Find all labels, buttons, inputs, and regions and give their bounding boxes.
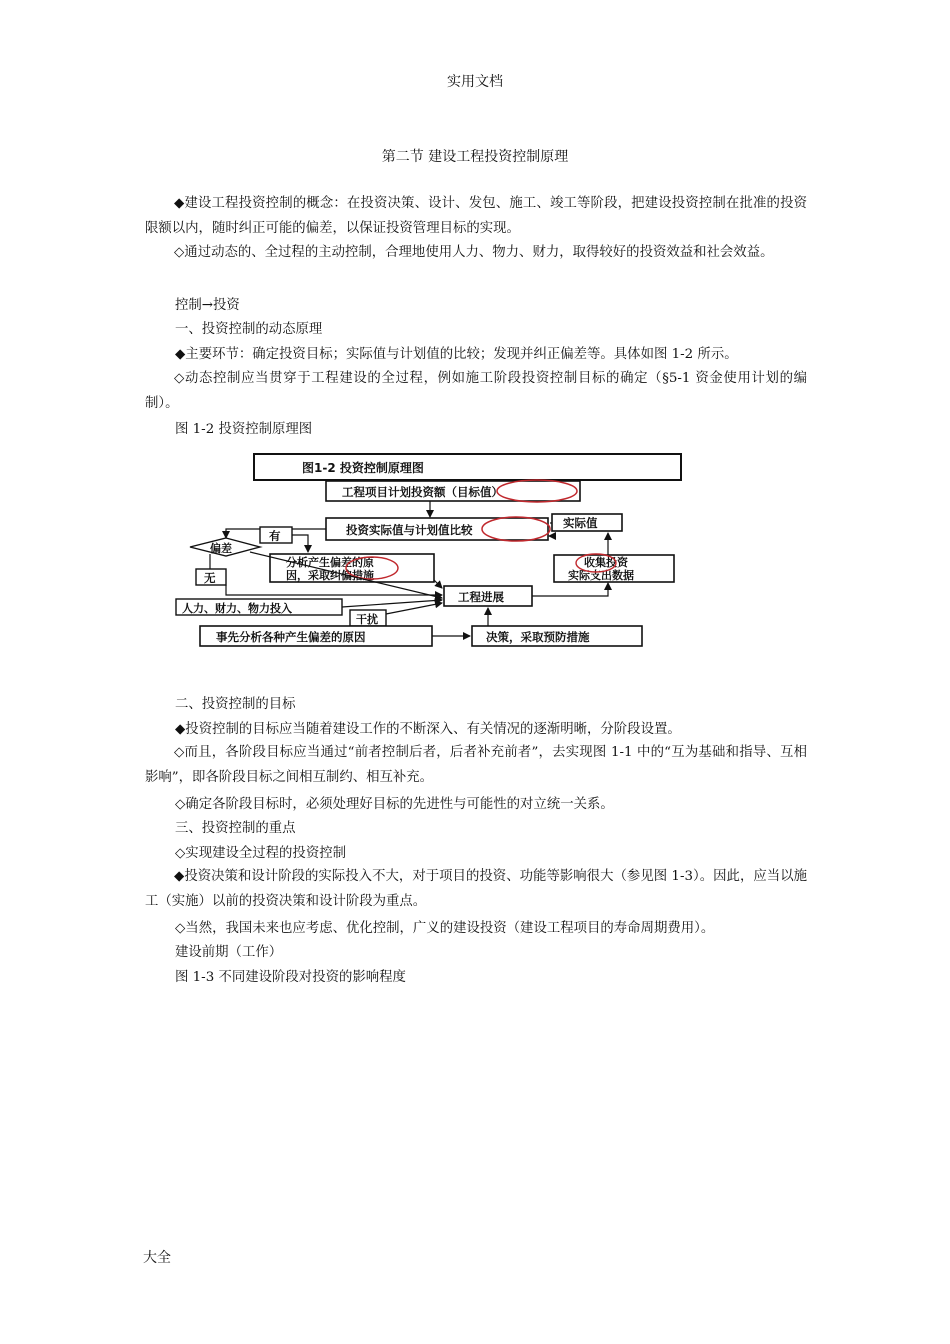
compare-label: 投资实际值与计划值比较 [346, 523, 473, 537]
paragraph-whole-process-control: ◇实现建设全过程的投资控制 [175, 846, 346, 861]
paragraph-life-cycle: ◇当然，我国未来也应考虑、优化控制，广义的建设投资（建设工程项目的寿命周期费用）。 [175, 921, 715, 936]
heading-control-target: 二、投资控制的目标 [175, 697, 296, 712]
heading-control-focus: 三、投资控制的重点 [175, 821, 296, 836]
paragraph-decision-design: ◆投资决策和设计阶段的实际投入不大，对于项目的投资、功能等影响很大（参见图 1-3）。因此，应当以施工（实施）以前的投资决策和设计阶段为重点。 [145, 869, 807, 909]
interference-label: 干扰 [356, 613, 378, 626]
paragraph-advanced-feasible: ◇确定各阶段目标时，必须处理好目标的先进性与可能性的对立统一关系。 [175, 797, 614, 812]
paragraph-mutual-control: ◇而且，各阶段目标应当通过“前者控制后者，后者补充前者”，去实现图 1-1 中的“互为基础和指导、互相影响”，即各阶段目标之间相互制约、相互补充。 [145, 745, 807, 785]
collect-label-1: 收集投资 [584, 556, 628, 569]
investment-control-diagram [170, 448, 690, 654]
analyze-label-2: 因，采取纠偏措施 [286, 569, 374, 582]
page-footer: 大全 [143, 1250, 171, 1266]
plan-label: 工程项目计划投资额（目标值） [342, 485, 503, 499]
collect-label-2: 实际支出数据 [568, 569, 634, 582]
resources-label: 人力、财力、物力投入 [182, 602, 292, 615]
paragraph-preliminary: 建设前期（工作） [175, 945, 283, 960]
paragraph-whole-process: ◇动态控制应当贯穿于工程建设的全过程，例如施工阶段投资控制目标的确定（§5-1 资金使用计划的编制）。 [145, 371, 807, 411]
paragraph-main-steps: ◆主要环节：确定投资目标；实际值与计划值的比较；发现并纠正偏差等。具体如图 1-2 所示。 [175, 347, 738, 362]
paragraph-control-invest: 控制→投资 [175, 298, 240, 313]
actual-value-label: 实际值 [563, 516, 598, 530]
heading-dynamic-principle: 一、投资控制的动态原理 [175, 322, 323, 337]
page-header: 实用文档 [447, 74, 503, 90]
paragraph-concept: ◆建设工程投资控制的概念：在投资决策、设计、发包、施工、竣工等阶段，把建设投资控制在批准的投资限额以内，随时纠正可能的偏差，以保证投资管理目标的实现。 [145, 196, 807, 236]
paragraph-stage-target: ◆投资控制的目标应当随着建设工作的不断深入、有关情况的逐渐明晰，分阶段设置。 [175, 722, 681, 737]
diagram-title: 图1-2 投资控制原理图 [302, 461, 424, 475]
have-label: 有 [269, 529, 281, 543]
figure-caption-1-2: 图 1-2 投资控制原理图 [175, 422, 313, 437]
section-title: 第二节 建设工程投资控制原理 [381, 149, 569, 165]
figure-caption-1-3: 图 1-3 不同建设阶段对投资的影响程度 [175, 970, 406, 985]
prior-analysis-label: 事先分析各种产生偏差的原因 [216, 630, 366, 644]
progress-label: 工程进展 [458, 590, 504, 604]
decision-label: 决策，采取预防措施 [486, 630, 590, 644]
deviation-label: 偏差 [210, 542, 232, 555]
paragraph-dynamic-control: ◇通过动态的、全过程的主动控制，合理地使用人力、物力、财力，取得较好的投资效益和社会效益。 [174, 245, 774, 260]
analyze-label-1: 分析产生偏差的原 [286, 556, 374, 569]
none-label: 无 [204, 571, 216, 585]
